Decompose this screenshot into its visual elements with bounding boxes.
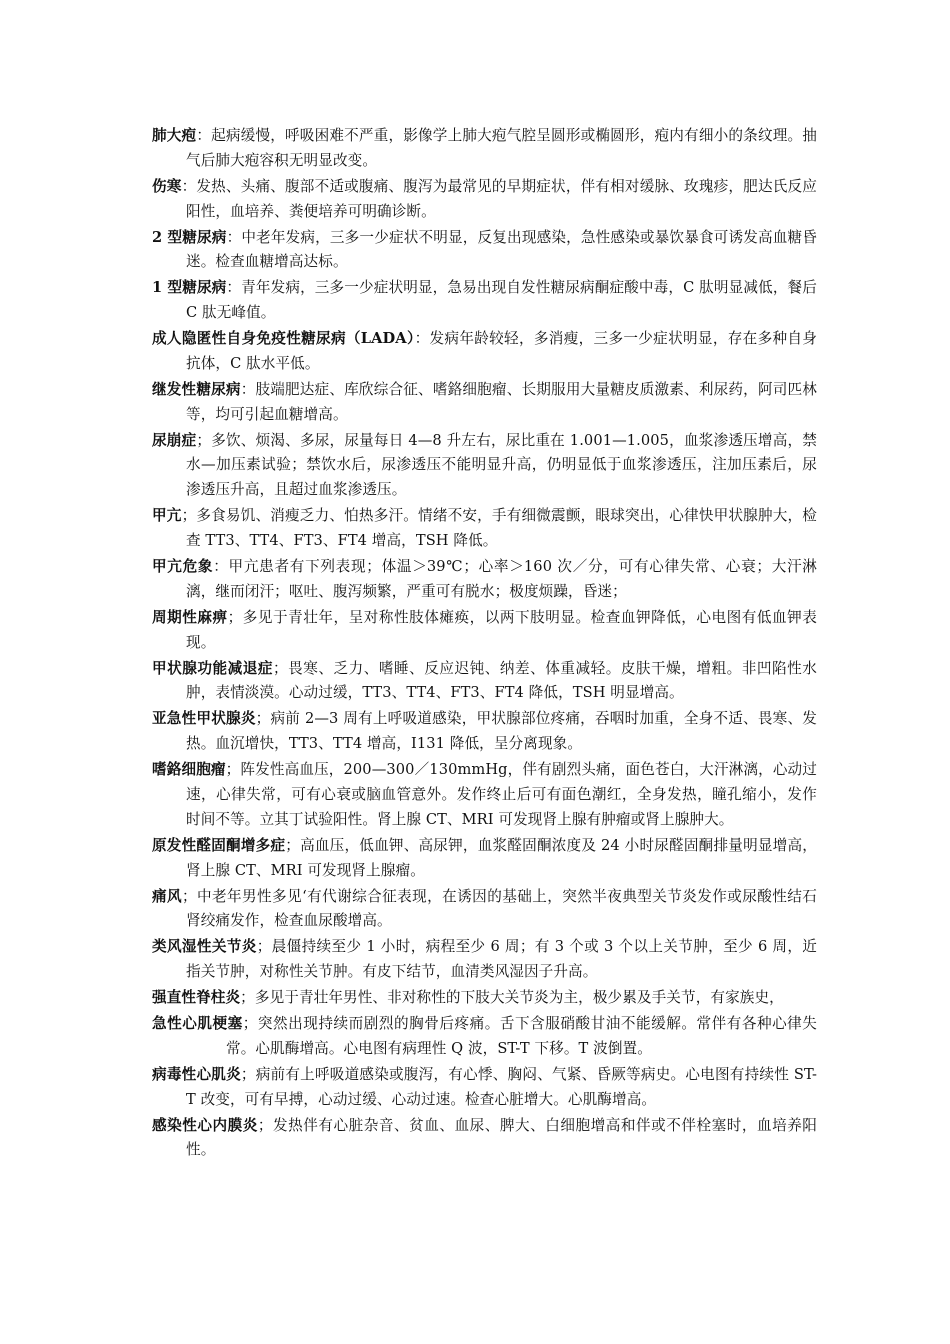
entry-separator: ； — [255, 710, 271, 728]
disease-entry-list — [152, 124, 817, 1164]
entry-term: 强直性脊柱炎 — [152, 989, 241, 1007]
entry-term: 1 型糖尿病 — [152, 279, 227, 297]
entry-infective-endocarditis — [152, 1114, 817, 1164]
entry-term: 伤寒 — [152, 177, 182, 195]
entry-text: 病前 2—3 周有上呼吸道感染，甲状腺部位疼痛，吞咽时加重，全身不适、畏寒、发热。血沉增快，TT3、TT4 增高，I131 降低，呈分离现象。 — [186, 710, 817, 753]
entry-separator: ； — [240, 1065, 256, 1083]
entry-text: 阵发性高血压，200—300／130mmHg，伴有剧烈头痛，面色苍白，大汗淋漓，心动过速，心律失常，可有心衰或脑血管意外。发作终止后可有面色潮红，全身发热，瞳孔缩小，发作时间不等。立其丁试验阳性。肾上腺 CT、MRI 可发现肾上腺有肿瘤或肾上腺肿大。 — [186, 761, 817, 828]
entry-text: 畏寒、乏力、嗜睡、反应迟钝、纳差、体重减轻。皮肤干燥，增粗。非凹陷性水肿，表情淡漠。心动过缓，TT3、TT4、FT3、FT4 降低，TSH 明显增高。 — [186, 659, 817, 702]
entry-text: 发热、头痛、腹部不适或腹痛、腹泻为最常见的早期症状，伴有相对缓脉、玫瑰疹，肥达氏反应阳性，血培养、粪便培养可明确诊断。 — [186, 177, 817, 220]
entry-separator: ； — [242, 1015, 258, 1033]
entry-separator: ： — [213, 558, 229, 576]
entry-separator: ： — [240, 380, 256, 398]
entry-periodic-paralysis — [152, 606, 817, 656]
entry-hypothyroidism — [152, 657, 817, 707]
entry-type1-diabetes — [152, 276, 817, 326]
entry-rheumatoid-arthritis — [152, 935, 817, 985]
entry-term: 感染性心内膜炎 — [152, 1116, 258, 1134]
entry-separator: ： — [196, 127, 212, 144]
entry-lada — [152, 327, 817, 377]
entry-viral-myocarditis — [152, 1063, 817, 1113]
entry-term: 周期性麻痹 — [152, 608, 228, 626]
entry-term: 甲亢 — [152, 507, 182, 525]
entry-term: 亚急性甲状腺炎 — [152, 710, 256, 728]
entry-term: 甲亢危象 — [152, 558, 214, 576]
entry-text: 多食易饥、消瘦乏力、怕热多汗。情绪不安，手有细微震颤，眼球突出，心律快甲状腺肿大，检查 TT3、TT4、FT3、FT4 增高，TSH 降低。 — [186, 507, 817, 550]
entry-term: 类风湿性关节炎 — [152, 938, 257, 956]
entry-separator: ； — [285, 836, 300, 854]
entry-text: 起病缓慢，呼吸困难不严重，影像学上肺大疱气腔呈圆形或椭圆形，疱内有细小的条纹理。抽气后肺大疱容积无明显改变。 — [186, 127, 817, 169]
entry-bullae — [152, 124, 817, 174]
entry-typhoid — [152, 175, 817, 225]
entry-separator: ； — [227, 608, 243, 626]
entry-separator: ： — [226, 228, 242, 246]
entry-text: 多见于青壮年男性、非对称性的下肢大关节炎为主，极少累及手关节，有家族史， — [254, 989, 784, 1007]
entry-text: 发病年龄较轻，多消瘦，三多一少症状明显，存在多种自身抗体，C 肽水平低。 — [186, 330, 817, 372]
entry-text: 多饮、烦渴、多尿，尿量每日 4—8 升左右，尿比重在 1.001—1.005，血浆渗透压增高，禁水—加压素试验；禁饮水后，尿渗透压不能明显升高，仍明显低于血浆渗透压，注加压素后，尿渗透压升高，且超过血浆渗透压。 — [186, 431, 817, 499]
entry-term: 痛风 — [152, 887, 183, 905]
entry-separator: ； — [240, 989, 255, 1007]
entry-ankylosing-spondylitis — [152, 986, 817, 1011]
entry-text: 病前有上呼吸道感染或腹泻，有心悸、胸闷、气紧、昏厥等病史。心电图有持续性 ST-T 改变，可有早搏，心动过缓、心动过速。检查心脏增大。心肌酶增高。 — [186, 1065, 817, 1108]
entry-diabetes-insipidus — [152, 429, 817, 503]
entry-pheochromocytoma — [152, 758, 817, 832]
entry-term: 急性心肌梗塞 — [152, 1015, 243, 1033]
entry-text: 发热伴有心脏杂音、贫血、血尿、脾大、白细胞增高和伴或不伴栓塞时，血培养阳性。 — [186, 1116, 818, 1159]
entry-subacute-thyroiditis — [152, 707, 817, 757]
entry-term: 嗜鉻细胞瘤 — [152, 761, 226, 779]
entry-type2-diabetes — [152, 226, 817, 276]
entry-text: 晨僵持续至少 1 小时，病程至少 6 周；有 3 个或 3 个以上关节肿，至少 6 周，近指关节肿，对称性关节肿。有皮下结节，血清类风湿因子升高。 — [186, 938, 818, 981]
entry-term: 病毒性心肌炎 — [152, 1065, 241, 1083]
entry-separator: ： — [414, 330, 430, 348]
entry-separator: ； — [225, 761, 241, 779]
entry-separator: ； — [182, 887, 197, 905]
entry-separator: ； — [256, 938, 272, 956]
entry-text: 多见于青壮年，呈对称性肢体瘫痪，以两下肢明显。检查血钾降低，心电图有低血钾表现。 — [186, 608, 817, 651]
entry-separator: ； — [257, 1116, 273, 1134]
entry-separator: ； — [272, 659, 288, 677]
entry-text: 青年发病，三多一少症状明显，急易出现自发性糖尿病酮症酸中毒，C 肽明显减低，餐后 C 肽无峰值。 — [186, 279, 817, 322]
entry-text: 甲亢患者有下列表现；体温＞39℃；心率＞160 次／分，可有心律失常、心衰；大汗淋漓，继而闭汗；呕吐、腹泻频繁，严重可有脱水；极度烦躁，昏迷； — [186, 558, 817, 600]
entry-thyroid-crisis — [152, 555, 817, 605]
entry-separator: ： — [226, 279, 242, 297]
entry-gout — [152, 885, 817, 935]
entry-text: 中老年发病，三多一少症状不明显，反复出现感染，急性感染或暴饮暴食可诱发高血糖昏迷。检查血糖增高达标。 — [186, 228, 817, 271]
entry-term: 2 型糖尿病 — [152, 228, 227, 246]
entry-text: 突然出现持续而剧烈的胸骨后疼痛。舌下含服硝酸甘油不能缓解。常伴有各种心律失常。心肌酶增高。心电图有病理性 Q 波，ST-T 下移。T 波倒置。 — [226, 1015, 818, 1057]
entry-term: 继发性糖尿病 — [152, 380, 241, 398]
entry-secondary-diabetes — [152, 378, 817, 428]
entry-term: 原发性醛固酮增多症 — [152, 836, 286, 854]
entry-text: 肢端肥达症、库欣综合征、嗜鉻细胞瘤、长期服用大量糖皮质激素、利尿药，阿司匹林等，均可引起血糖增高。 — [186, 380, 817, 423]
entry-term: 肺大疱 — [152, 127, 197, 144]
entry-separator: ： — [181, 177, 197, 195]
entry-term: 甲状腺功能减退症 — [152, 659, 273, 677]
entry-text: 高血压，低血钾、高尿钾，血浆醛固酮浓度及 24 小时尿醛固酮排量明显增高，肾上腺 CT、MRI 可发现肾上腺瘤。 — [186, 836, 817, 879]
entry-separator: ； — [181, 507, 197, 525]
entry-primary-aldosteronism — [152, 834, 817, 884]
entry-term: 成人隐匿性自身免疫性糖尿病（LADA） — [152, 330, 415, 348]
entry-text: 中老年男性多见‘有代谢综合征表现，在诱因的基础上，突然半夜典型关节炎发作或尿酸性结石肾绞痛发作，检查血尿酸增高。 — [186, 887, 817, 930]
entry-acute-myocardial-infarction — [152, 1012, 817, 1062]
entry-separator: ； — [196, 431, 212, 449]
entry-term: 尿崩症 — [152, 431, 197, 449]
entry-hyperthyroidism — [152, 504, 817, 554]
